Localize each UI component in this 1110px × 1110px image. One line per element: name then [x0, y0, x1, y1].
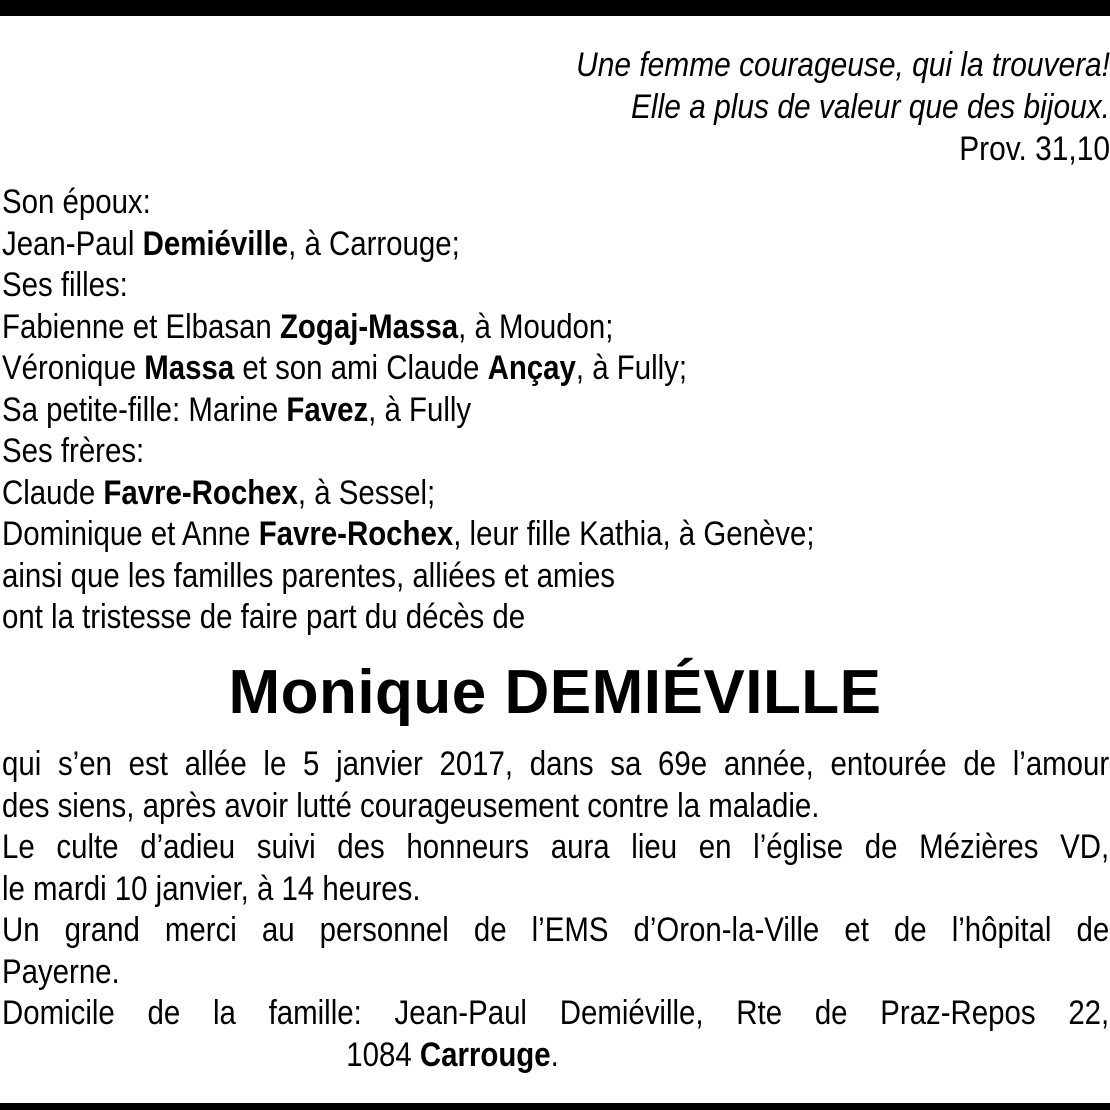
family-announcement — [2, 182, 1083, 639]
bottom-rule — [0, 1103, 1110, 1110]
frere2-line — [2, 514, 1083, 556]
fille2-partner-last: Ançay — [487, 349, 576, 387]
details-line-2: des siens, après avoir lutté courageusement contre la maladie. — [2, 786, 820, 825]
fille1-place: , à Moudon; — [458, 307, 614, 346]
quote-line-2: Elle a plus de valeur que des bijoux. — [630, 88, 1110, 126]
fille1-line — [2, 307, 1083, 349]
quote-reference: Prov. 31,10 — [959, 130, 1110, 168]
quote-line-1: Une femme courageuse, qui la trouvera! — [576, 46, 1110, 84]
details-line-7: Domicile de la famille: Jean-Paul Demiéville, Rte de Praz-Repos 22, — [2, 994, 1110, 1032]
fille1-last: Zogaj-Massa — [279, 307, 459, 346]
epoux-line — [2, 224, 1083, 266]
frere1-first: Claude — [2, 473, 104, 512]
frere2-place: , leur fille Kathia, à Genève; — [453, 515, 815, 553]
epoux-first: Jean-Paul — [2, 224, 143, 263]
address-line — [2, 1035, 1101, 1077]
freres-label: Ses frères: — [2, 432, 145, 470]
fille2-place: , à Fully; — [575, 349, 688, 387]
address-end: . — [550, 1035, 559, 1074]
details-line-4: le mardi 10 janvier, à 14 heures. — [2, 869, 421, 908]
details-line-5: Un grand merci au personnel de l’EMS d’Oron-la-Ville et de l’hôpital de — [2, 911, 1110, 949]
bible-quote — [406, 44, 1110, 170]
address-postcode: 1084 — [346, 1035, 420, 1074]
top-rule — [0, 0, 1110, 16]
address-town: Carrouge — [419, 1035, 551, 1074]
frere2-last: Favre-Rochex — [258, 515, 454, 553]
petite-fille-last: Favez — [286, 390, 369, 429]
epoux-label: Son époux: — [2, 183, 151, 221]
petite-fille-place: , à Fully — [368, 390, 472, 429]
fille2-mid: et son ami Claude — [234, 349, 488, 387]
epoux-place: , à Carrouge; — [288, 224, 460, 263]
fille1-first: Fabienne et Elbasan — [2, 307, 280, 346]
filles-label: Ses filles: — [2, 266, 128, 304]
frere1-place: , à Sessel; — [297, 473, 436, 512]
fille2-first: Véronique — [2, 349, 145, 387]
families-line: ainsi que les familles parentes, alliées et amies — [2, 556, 616, 595]
funeral-details — [2, 744, 1110, 1076]
details-line-3: Le culte d’adieu suivi des honneurs aura lieu en l’église de Mézières VD, — [2, 828, 1110, 866]
frere2-first: Dominique et Anne — [2, 515, 259, 553]
petite-fille-prefix: Sa petite-fille: Marine — [2, 390, 287, 429]
details-line-1: qui s’en est allée le 5 janvier 2017, dans sa 69e année, entourée de l’amour — [2, 745, 1110, 783]
epoux-last: Demiéville — [142, 224, 289, 263]
details-line-6: Payerne. — [2, 952, 120, 991]
sadness-line: ont la tristesse de faire part du décès de — [2, 598, 526, 636]
petite-fille-line — [2, 390, 1083, 432]
frere1-line — [2, 473, 1083, 515]
fille2-line — [2, 348, 1083, 390]
fille2-last: Massa — [144, 349, 235, 387]
frere1-last: Favre-Rochex — [103, 473, 298, 512]
deceased-name: Monique DEMIÉVILLE — [228, 658, 882, 727]
